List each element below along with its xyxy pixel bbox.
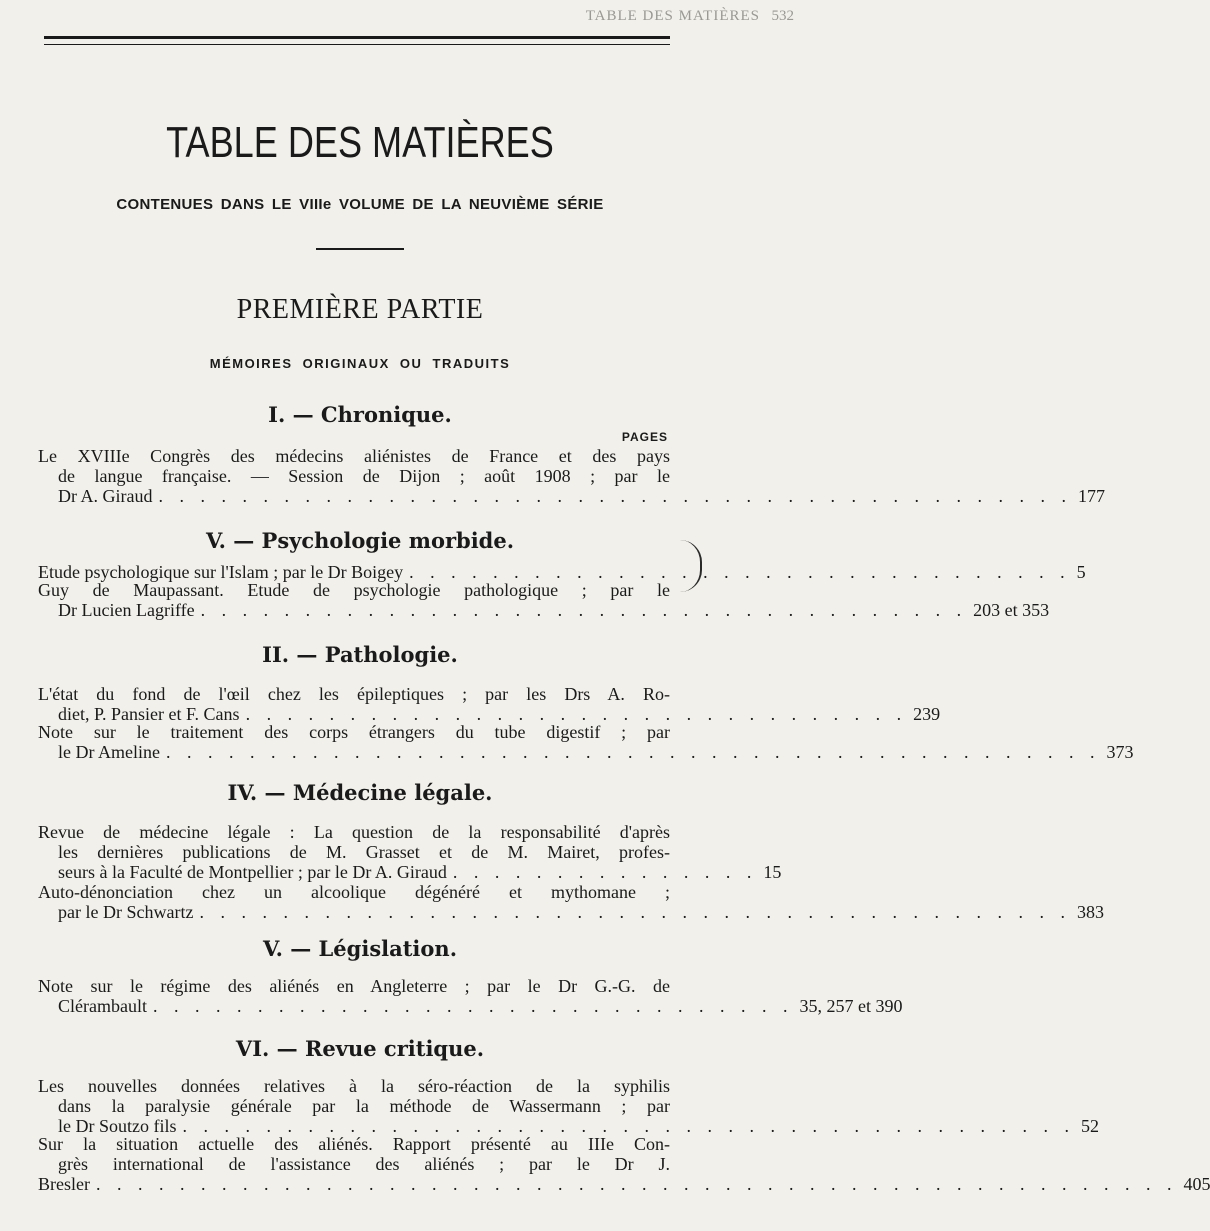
entry-pages: 203 et 353: [973, 600, 1050, 620]
leader-dots: . . . . . . . . . . . . . . . . . . . . . . . . . . . . . . . . . . . . . . . . . . . . .: [165, 742, 1101, 762]
toc-entry[interactable]: [38, 822, 782, 882]
entry-last-line: [38, 600, 1050, 620]
header-rule-thick: [44, 36, 670, 39]
margin-mark: [680, 540, 702, 592]
section-heading: IV. — Médecine légale.: [227, 780, 493, 805]
entry-last-line: [38, 862, 782, 882]
section-heading: V. — Psychologie morbide.: [205, 528, 515, 553]
entry-line: Les nouvelles données relatives à la séro-réaction de la syphilis: [38, 1076, 670, 1096]
entry-line: les dernières publications de M. Grasset et de M. Mairet, profes-: [58, 842, 670, 862]
entry-last-line: [38, 486, 1105, 506]
entry-line: Revue de médecine légale : La question de la responsabilité d'après: [38, 822, 670, 842]
entry-last-line: [38, 1174, 1210, 1194]
entry-line: de langue française. — Session de Dijon ; août 1908 ; par le: [58, 466, 670, 486]
entry-pages: 35, 257 et 390: [799, 996, 903, 1016]
toc-entry[interactable]: [38, 562, 1086, 582]
entry-author: par le Dr Schwartz: [58, 902, 194, 922]
toc-entry[interactable]: [38, 1134, 1210, 1194]
entry-author: Dr A. Giraud: [58, 486, 153, 506]
entry-line: L'état du fond de l'œil chez les épileptiques ; par les Drs A. Ro-: [38, 684, 670, 704]
entry-author: Clérambault: [58, 996, 147, 1016]
entry-author: le Dr Ameline: [58, 742, 160, 762]
leader-dots: . . . . . . . . . . . . . . .: [452, 862, 758, 882]
entry-last-line: [38, 704, 941, 724]
leader-dots: . . . . . . . . . . . . . . . . . . . . . . . . . . . . . . . .: [245, 704, 908, 724]
entry-pages: 5: [1076, 562, 1086, 582]
entry-line: Sur la situation actuelle des aliénés. Rapport présenté au IIIe Con-: [38, 1134, 670, 1154]
toc-entry[interactable]: [38, 580, 1050, 620]
entry-author: le Dr Soutzo fils: [58, 1116, 177, 1136]
leader-dots: . . . . . . . . . . . . . . . . . . . . . . . . . . . . . . . .: [409, 562, 1071, 582]
entry-pages: 15: [763, 862, 782, 882]
entry-line: Note sur le traitement des corps étrangers du tube digestif ; par: [38, 722, 670, 742]
divider: [316, 248, 404, 250]
toc-entry[interactable]: [38, 446, 1105, 506]
running-title: TABLE DES MATIÈRES: [585, 8, 760, 24]
toc-entry[interactable]: [38, 882, 1104, 922]
entry-line: Guy de Maupassant. Etude de psychologie pathologique ; par le: [38, 580, 670, 600]
section-heading: VI. — Revue critique.: [235, 1036, 485, 1061]
entry-line: dans la paralysie générale par la méthode de Wassermann ; par: [58, 1096, 670, 1116]
entry-title: Etude psychologique sur l'Islam ; par le Dr Boigey: [38, 562, 404, 582]
part-title: PREMIÈRE PARTIE: [236, 294, 484, 325]
entry-pages: 383: [1076, 902, 1104, 922]
entry-pages: 52: [1081, 1116, 1099, 1136]
entry-author: Bresler: [38, 1174, 90, 1194]
entry-author: seurs à la Faculté de Montpellier ; par le Dr A. Giraud: [58, 862, 447, 882]
entry-pages: 405: [1183, 1174, 1210, 1194]
entry-line: grès international de l'assistance des aliénés ; par le Dr J.: [58, 1154, 670, 1174]
entry-pages: 239: [913, 704, 941, 724]
section-heading: I. — Chronique.: [268, 402, 452, 427]
entry-last-line: [38, 742, 1134, 762]
leader-dots: . . . . . . . . . . . . . . . . . . . . . . . . . . . . . . .: [152, 996, 794, 1016]
toc-entry[interactable]: [38, 1076, 1099, 1136]
entry-line: Note sur le régime des aliénés en Angleterre ; par le Dr G.-G. de: [38, 976, 670, 996]
header-rule-thin: [44, 44, 670, 45]
entry-last-line: [38, 902, 1104, 922]
section-heading: V. — Législation.: [262, 936, 457, 961]
entry-pages: 177: [1077, 486, 1105, 506]
leader-dots: . . . . . . . . . . . . . . . . . . . . . . . . . . . . . . . . . . . . . . . . . . . . . . . . . . . .: [95, 1174, 1178, 1194]
toc-entry[interactable]: [38, 722, 1134, 762]
leader-dots: . . . . . . . . . . . . . . . . . . . . . . . . . . . . . . . . . . . . . . . . . .: [199, 902, 1071, 922]
entry-line: Auto-dénonciation chez un alcoolique dégénéré et mythomane ;: [38, 882, 670, 902]
entry-last-line: [38, 996, 903, 1016]
entry-last-line: [38, 1116, 1099, 1136]
section-heading: II. — Pathologie.: [262, 642, 458, 667]
part-subtitle: MÉMOIRES ORIGINAUX OU TRADUITS: [209, 356, 511, 371]
page-subtitle: CONTENUES DANS LE VIIIe VOLUME DE LA NEUVIÈME SÉRIE: [116, 196, 604, 213]
entry-line: Le XVIIIe Congrès des médecins aliénistes de France et des pays: [38, 446, 670, 466]
leader-dots: . . . . . . . . . . . . . . . . . . . . . . . . . . . . . . . . . . . . . . . . . . .: [182, 1116, 1075, 1136]
toc-entry[interactable]: [38, 976, 903, 1016]
page-title: TABLE DES MATIÈRES: [166, 118, 554, 167]
entry-author: diet, P. Pansier et F. Cans: [58, 704, 240, 724]
toc-entry[interactable]: [38, 684, 941, 724]
pages-column-label: PAGES: [621, 430, 668, 444]
leader-dots: . . . . . . . . . . . . . . . . . . . . . . . . . . . . . . . . . . . . .: [200, 600, 968, 620]
entry-last-line: [38, 562, 1086, 582]
page-number: 532: [771, 8, 794, 24]
entry-author: Dr Lucien Lagriffe: [58, 600, 195, 620]
entry-pages: 373: [1106, 742, 1134, 762]
leader-dots: . . . . . . . . . . . . . . . . . . . . . . . . . . . . . . . . . . . . . . . . . . . .: [158, 486, 1072, 506]
